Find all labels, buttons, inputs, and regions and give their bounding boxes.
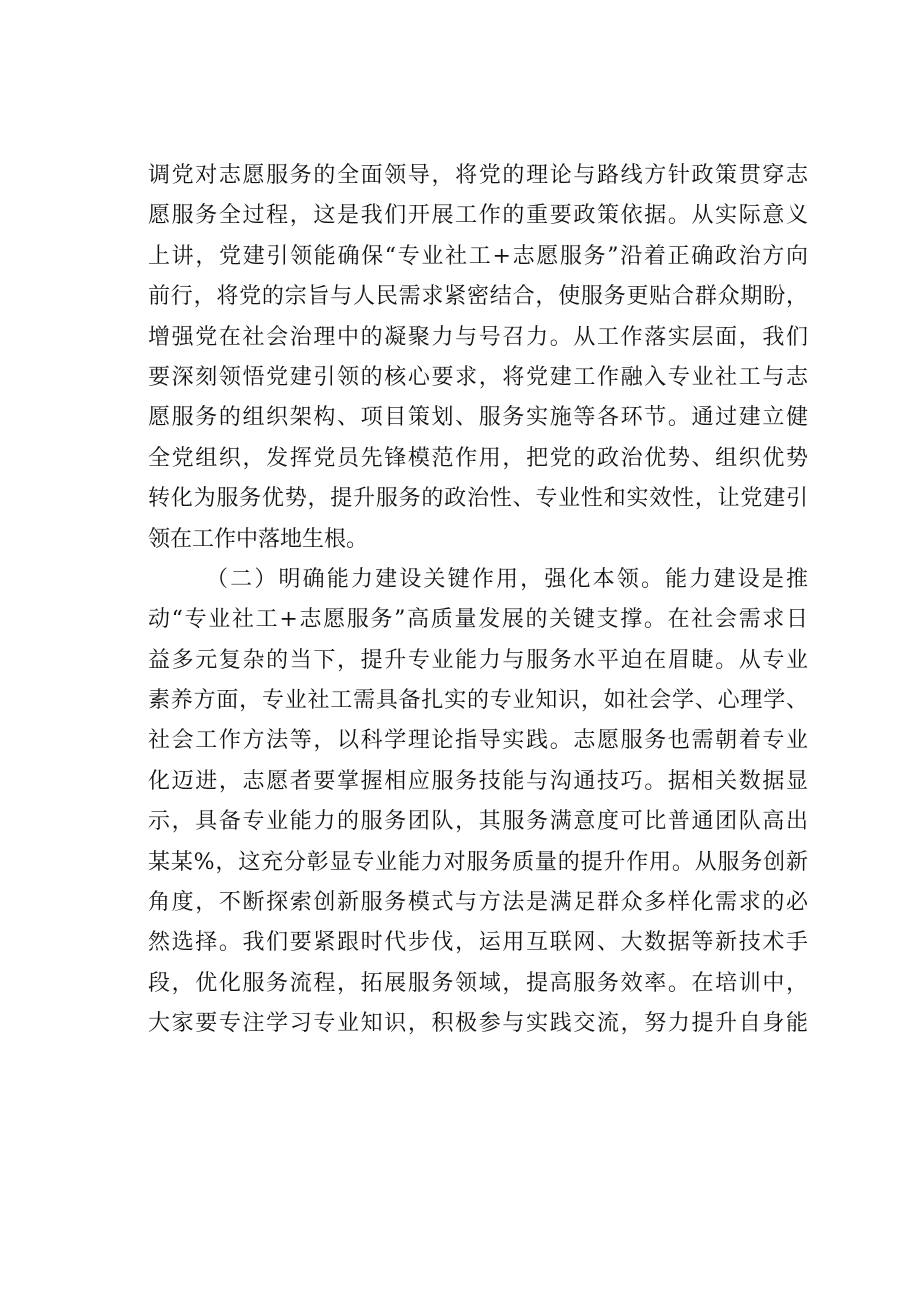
text-line: 角度，不断探索创新服务模式与方法是满足群众多样化需求的必 bbox=[148, 890, 808, 916]
text-line: 段，优化服务流程，拓展服务领域，提高服务效率。在培训中， bbox=[148, 970, 808, 996]
text-line: 益多元复杂的当下，提升专业能力与服务水平迫在眉睫。从专业 bbox=[148, 647, 808, 673]
text-line: 大家要专注学习专业知识，积极参与实践交流，努力提升自身能 bbox=[148, 1011, 808, 1037]
text-line: 社会工作方法等，以科学理论指导实践。志愿服务也需朝着专业 bbox=[148, 728, 808, 754]
paragraph-continued bbox=[148, 156, 808, 560]
text-line: 增强党在社会治理中的凝聚力与号召力。从工作落实层面，我们 bbox=[148, 324, 808, 350]
text-line: 某某%，这充分彰显专业能力对服务质量的提升作用。从服务创新 bbox=[148, 849, 808, 875]
text-line: 前行，将党的宗旨与人民需求紧密结合，使服务更贴合群众期盼， bbox=[148, 284, 808, 310]
text-line: 全党组织，发挥党员先锋模范作用，把党的政治优势、组织优势 bbox=[148, 445, 808, 471]
paragraph-two bbox=[148, 560, 808, 1045]
text-line: 愿服务的组织架构、项目策划、服务实施等各环节。通过建立健 bbox=[148, 405, 808, 431]
text-line: 要深刻领悟党建引领的核心要求，将党建工作融入专业社工与志 bbox=[148, 364, 808, 390]
text-line: 调党对志愿服务的全面领导，将党的理论与路线方针政策贯穿志 bbox=[148, 163, 808, 188]
text-line: 素养方面，专业社工需具备扎实的专业知识，如社会学、心理学、 bbox=[148, 688, 808, 714]
text-line: 转化为服务优势，提升服务的政治性、专业性和实效性，让党建引 bbox=[148, 486, 808, 512]
document-body bbox=[148, 156, 808, 1045]
text-line: 然选择。我们要紧跟时代步伐，运用互联网、大数据等新技术手 bbox=[148, 930, 808, 956]
section-heading-line: （二）明确能力建设关键作用，强化本领。能力建设是推 bbox=[206, 566, 808, 592]
text-line: 愿服务全过程，这是我们开展工作的重要政策依据。从实际意义 bbox=[148, 203, 808, 229]
text-line: 领在工作中落地生根。 bbox=[148, 526, 369, 552]
text-line: 化迈进，志愿者要掌握相应服务技能与沟通技巧。据相关数据显 bbox=[148, 768, 808, 794]
text-line: 示，具备专业能力的服务团队，其服务满意度可比普通团队高出 bbox=[148, 809, 808, 835]
text-line: 动“专业社工+志愿服务”高质量发展的关键支撑。在社会需求日 bbox=[148, 607, 808, 633]
text-line: 上讲，党建引领能确保“专业社工+志愿服务”沿着正确政治方向 bbox=[148, 243, 808, 269]
